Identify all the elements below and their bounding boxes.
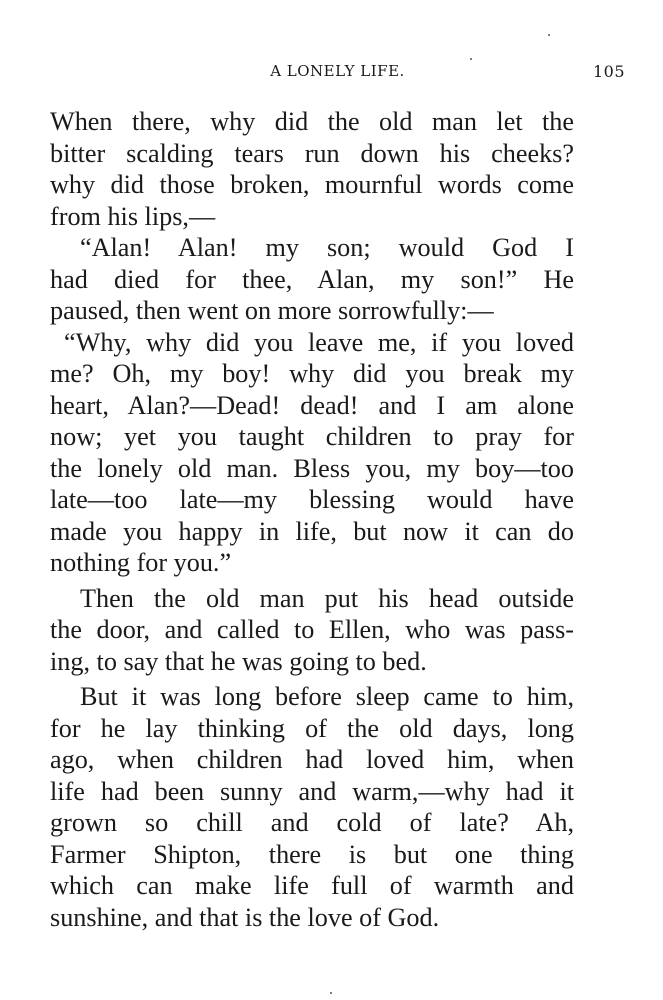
- text-line: why did those broken, mournful words come: [50, 170, 574, 199]
- text-line: When there, why did the old man let the: [50, 107, 574, 136]
- paragraph: [50, 583, 574, 678]
- text-line: But it was long before sleep came to him,: [80, 682, 574, 711]
- text-line: nothing for you.”: [50, 548, 232, 577]
- running-title: A LONELY LIFE.: [270, 62, 405, 80]
- text-line: Farmer Shipton, there is but one thing: [50, 839, 574, 869]
- text-line: made you happy in life, but now it can do: [50, 516, 574, 546]
- paragraph: [50, 327, 574, 579]
- text-line: grown so chill and cold of late? Ah,: [50, 808, 574, 837]
- text-line: sunshine, and that is the love of God.: [50, 902, 440, 932]
- print-speck: [470, 58, 472, 60]
- paragraph: [50, 106, 574, 232]
- text-line: ago, when children had loved him, when: [50, 745, 574, 774]
- text-line: which can make life full of warmth and: [50, 871, 574, 900]
- text-line: had died for thee, Alan, my son!” He: [50, 264, 574, 294]
- text-line: Then the old man put his head outside: [80, 583, 574, 613]
- text-line: from his lips,—: [50, 201, 216, 231]
- text-line: the door, and called to Ellen, who was pass-: [50, 615, 574, 644]
- text-line: “Alan! Alan! my son; would God I: [80, 233, 574, 262]
- text-line: paused, then went on more sorrowfully:—: [50, 296, 494, 325]
- text-line: “Why, why did you leave me, if you loved: [64, 327, 574, 357]
- text-line: me? Oh, my boy! why did you break my: [50, 359, 574, 388]
- page-number: 105: [592, 62, 625, 81]
- text-line: life had been sunny and warm,—why had it: [50, 776, 574, 806]
- paragraph: [50, 681, 574, 933]
- text-line: ing, to say that he was going to bed.: [50, 646, 427, 676]
- text-line: the lonely old man. Bless you, my boy—too: [50, 453, 574, 483]
- text-line: heart, Alan?—Dead! dead! and I am alone: [50, 390, 574, 420]
- text-line: late—too late—my blessing would have: [50, 485, 574, 514]
- paragraph: [50, 232, 574, 327]
- print-speck: [330, 992, 332, 994]
- text-line: now; yet you taught children to pray for: [50, 422, 574, 451]
- text-line: for he lay thinking of the old days, long: [50, 713, 574, 743]
- body-text: [50, 106, 574, 933]
- text-line: bitter scalding tears run down his cheeks?: [50, 138, 574, 168]
- running-head: [50, 62, 625, 86]
- print-speck: [548, 34, 550, 36]
